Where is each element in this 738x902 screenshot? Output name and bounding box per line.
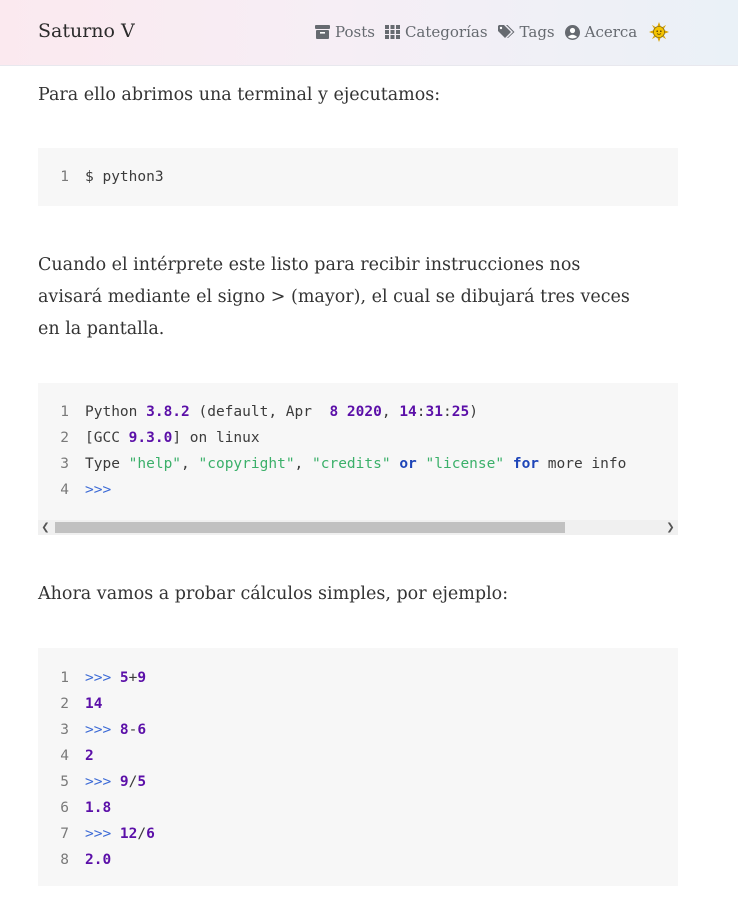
nav-label-categorias: Categorías [404, 23, 488, 41]
paragraph-line: avisará mediante el signo > (mayor), el cual se dibujará tres veces [38, 287, 630, 307]
scrollbar-thumb[interactable] [55, 522, 565, 533]
nav-item-acerca[interactable] [565, 23, 638, 41]
nav-item-posts[interactable] [315, 23, 375, 41]
site-header [0, 0, 738, 66]
code-line: 4 2 [60, 748, 94, 764]
nav-label-acerca: Acerca [584, 23, 638, 41]
main-nav [315, 22, 674, 42]
nav-item-categorias[interactable] [385, 23, 488, 41]
archive-icon [315, 25, 330, 39]
code-line: 1 >>> 5+9 [60, 670, 147, 686]
code-block-python3 [38, 148, 678, 206]
paragraph-intro: Para ello abrimos una terminal y ejecutamos: [38, 85, 441, 105]
nav-label-posts: Posts [335, 23, 375, 41]
horizontal-scrollbar[interactable] [38, 520, 678, 535]
sun-icon [649, 22, 669, 42]
code-line: 3 Type "help", "copyright", "credits" or "license" for more info [60, 456, 627, 472]
nav-label-tags: Tags [519, 23, 555, 41]
user-circle-icon [565, 25, 580, 40]
code-line: 2 14 [60, 696, 103, 712]
code-line: 8 2.0 [60, 852, 112, 868]
paragraph-line: en la pantalla. [38, 319, 165, 339]
code-line: 5 >>> 9/5 [60, 774, 147, 790]
scroll-right-icon[interactable]: ❯ [666, 522, 675, 533]
code-line: 6 1.8 [60, 800, 112, 816]
nav-item-tags[interactable] [498, 23, 555, 41]
theme-toggle-button[interactable] [649, 22, 674, 42]
code-line: 7 >>> 12/6 [60, 826, 155, 842]
scroll-left-icon[interactable]: ❮ [41, 522, 50, 533]
code-block-interpreter [38, 383, 678, 535]
grid-icon [385, 25, 400, 39]
code-block-calculations [38, 648, 678, 886]
paragraph-calculations: Ahora vamos a probar cálculos simples, por ejemplo: [38, 584, 509, 604]
code-line: 4 >>> [60, 482, 112, 498]
site-title[interactable]: Saturno V [38, 20, 135, 42]
code-line: 3 >>> 8-6 [60, 722, 147, 738]
code-line: 1 Python 3.8.2 (default, Apr 8 2020, 14:31:25) [60, 404, 478, 420]
tags-icon [498, 25, 515, 39]
code-line: 1 $ python3 [60, 169, 164, 185]
code-line: 2 [GCC 9.3.0] on linux [60, 430, 260, 446]
paragraph-line: Cuando el intérprete este listo para recibir instrucciones nos [38, 255, 581, 275]
paragraph-prompt-explanation [38, 249, 678, 345]
